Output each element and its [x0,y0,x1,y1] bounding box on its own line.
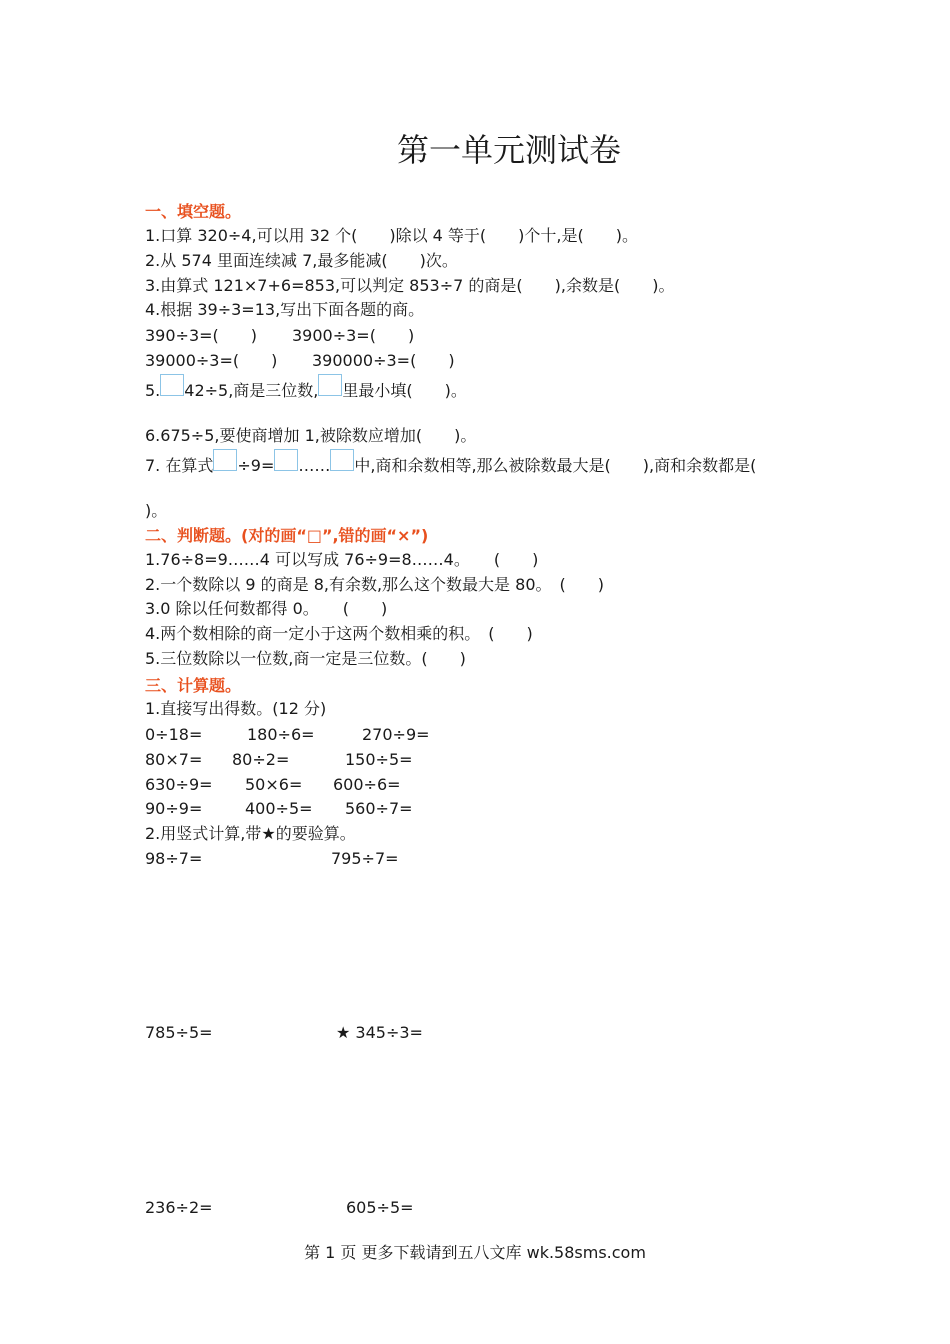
question-1-5 [145,381,467,404]
calc-item: 400÷5= [245,799,313,818]
calc-item: 180÷6= [247,725,315,744]
page-footer: 第 1 页 更多下载请到五八文库 wk.58sms.com [304,1243,646,1262]
calc-subheading-2: 2.用竖式计算,带★的要验算。 [145,824,356,843]
question-1-6: 6.675÷5,要使商增加 1,被除数应增加( )。 [145,426,477,445]
page-title: 第一单元测试卷 [396,131,621,169]
question-1-4a: 390÷3=( ) [145,326,258,345]
judge-item-5: 5.三位数除以一位数,商一定是三位数。( ) [145,649,466,668]
question-1-7-div: ÷9= [237,456,275,475]
question-1-1: 1.口算 320÷4,可以用 32 个( )除以 4 等于( )个十,是( )。 [145,226,638,245]
calc-item: 150÷5= [345,750,413,769]
judge-item-1: 1.76÷8=9……4 可以写成 76÷9=8……4。 ( ) [145,550,539,569]
question-1-7-lead: 7. 在算式 [145,456,214,475]
judge-item-3: 3.0 除以任何数都得 0。 ( ) [145,599,388,618]
vertical-calc-item-verify: ★ 345÷3= [336,1023,423,1042]
vertical-calc-item: 98÷7= [145,849,203,868]
judge-item-2: 2.一个数除以 9 的商是 8,有余数,那么这个数最大是 80。 ( ) [145,575,604,594]
calc-subheading-1: 1.直接写出得数。(12 分) [145,699,327,718]
question-1-3: 3.由算式 121×7+6=853,可以判定 853÷7 的商是( ),余数是( )。 [145,276,675,295]
calc-item: 270÷9= [362,725,430,744]
question-1-7 [145,456,756,479]
calc-item: 630÷9= [145,775,213,794]
calc-item: 0÷18= [145,725,203,744]
answer-box[interactable] [330,449,354,471]
vertical-calc-item: 785÷5= [145,1023,213,1042]
calc-item: 90÷9= [145,799,203,818]
question-1-2: 2.从 574 里面连续减 7,最多能减( )次。 [145,251,458,270]
question-1-7-remainder-dots: …… [298,456,331,475]
answer-box[interactable] [213,449,237,471]
vertical-calc-item: 236÷2= [145,1198,213,1217]
question-1-5-tail: 里最小填( )。 [342,381,467,400]
calc-item: 50×6= [245,775,303,794]
section-heading-fill-in: 一、填空题。 [145,202,242,221]
answer-box[interactable] [160,374,184,396]
judge-item-4: 4.两个数相除的商一定小于这两个数相乘的积。 ( ) [145,624,533,643]
question-1-4d: 390000÷3=( ) [312,351,455,370]
calc-item: 560÷7= [345,799,413,818]
question-1-4: 4.根据 39÷3=13,写出下面各题的商。 [145,300,425,319]
question-1-5-text: 42÷5,商是三位数, [184,381,319,400]
answer-box[interactable] [318,374,342,396]
question-1-7-end: )。 [145,501,168,520]
question-1-7-text: 中,商和余数相等,那么被除数最大是( ),商和余数都是( [354,456,757,475]
section-heading-calculation: 三、计算题。 [145,676,242,695]
calc-item: 80×7= [145,750,203,769]
question-1-4c: 39000÷3=( ) [145,351,278,370]
answer-box[interactable] [274,449,298,471]
vertical-calc-item: 795÷7= [331,849,399,868]
section-heading-true-false: 二、判断题。(对的画“□”,错的画“×”) [145,526,429,545]
vertical-calc-item: 605÷5= [346,1198,414,1217]
calc-item: 80÷2= [232,750,290,769]
question-1-4b: 3900÷3=( ) [292,326,415,345]
calc-item: 600÷6= [333,775,401,794]
question-1-5-number: 5. [145,381,161,400]
